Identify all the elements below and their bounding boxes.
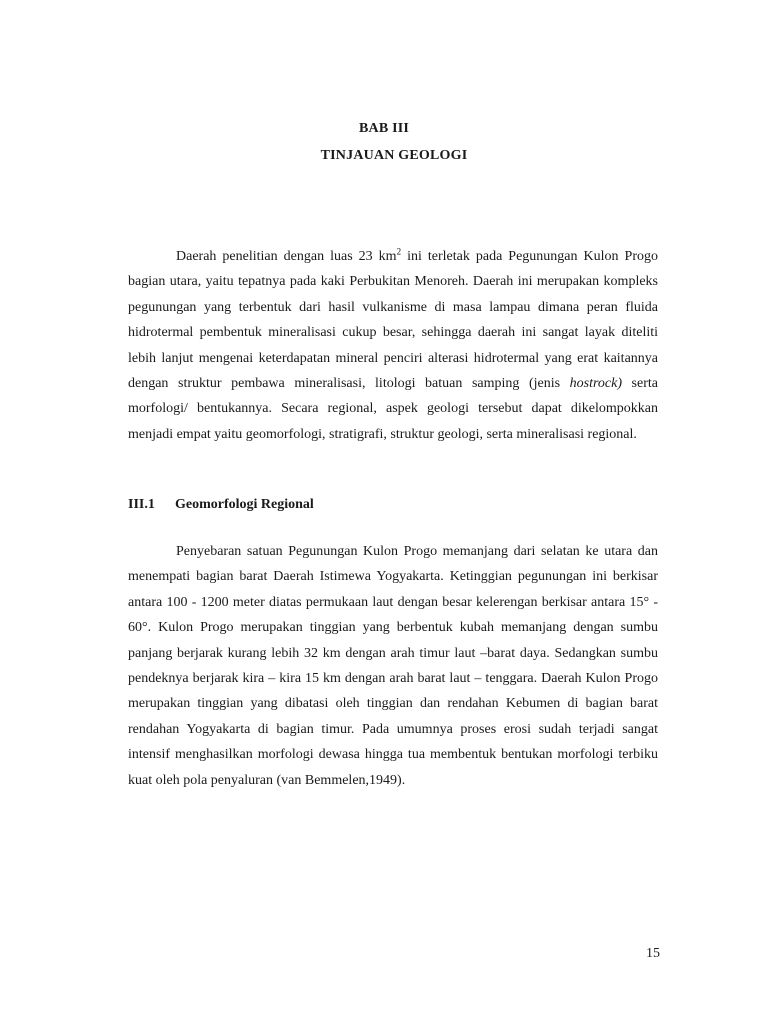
area-unit-superscript: 2 <box>396 246 402 257</box>
chapter-number: BAB III <box>358 121 410 136</box>
chapter-title: TINJAUAN GEOLOGI <box>320 148 468 163</box>
intro-text-end: serta morfologi/ bentukannya. Secara regional, aspek geologi tersebut dapat dikelompokkan menjadi empat yaitu geomorfologi, stratigrafi, struktur geologi, serta mineralisasi regional. <box>128 376 658 442</box>
intro-text-start: Daerah penelitian dengan luas 23 km <box>176 249 397 264</box>
section-title: Geomorfologi Regional <box>175 497 314 512</box>
section-heading <box>128 497 314 513</box>
section-number: III.1 <box>128 497 155 512</box>
page-number: 15 <box>646 946 660 961</box>
intro-paragraph <box>128 244 658 447</box>
section-paragraph: Penyebaran satuan Pegunungan Kulon Progo memanjang dari selatan ke utara dan menempati bagian barat Daerah Istimewa Yogyakarta. Ketinggian pegunungan ini berkisar antara 100 - 1200 meter diatas permukaan laut dengan besar kelerengan berkisar antara 15° - 60°. Kulon Progo merupakan tinggian yang berbentuk kubah memanjang dengan sumbu panjang berjarak kurang lebih 32 km dengan arah timur laut –barat daya. Sedangkan sumbu pendeknya berjarak kira – kira 15 km dengan arah barat laut – tenggara. Daerah Kulon Progo merupakan tinggian yang dibatasi oleh tinggian dan rendahan Kebumen di bagian barat rendahan Yogyakarta di bagian timur. Pada umumnya proses erosi sudah terjadi sangat intensif menghasilkan morfologi dewasa hingga tua membentuk bentukan morfologi terbiku kuat oleh pola penyaluran (van Bemmelen,1949). <box>128 544 658 788</box>
intro-text-middle: ini terletak pada Pegunungan Kulon Progo bagian utara, yaitu tepatnya pada kaki Perbukitan Menoreh. Daerah ini merupakan kompleks pegunungan yang terbentuk dari hasil vulkanisme di masa lampau dimana peran fluida hidrotermal pembentuk mineralisasi cukup besar, sehingga daerah ini sangat layak diteliti lebih lanjut mengenai keterdapatan mineral penciri alterasi hidrotermal yang erat kaitannya dengan struktur pembawa mineralisasi, litologi batuan samping (jenis <box>128 249 658 392</box>
intro-italic-term: hostrock) <box>569 376 622 392</box>
